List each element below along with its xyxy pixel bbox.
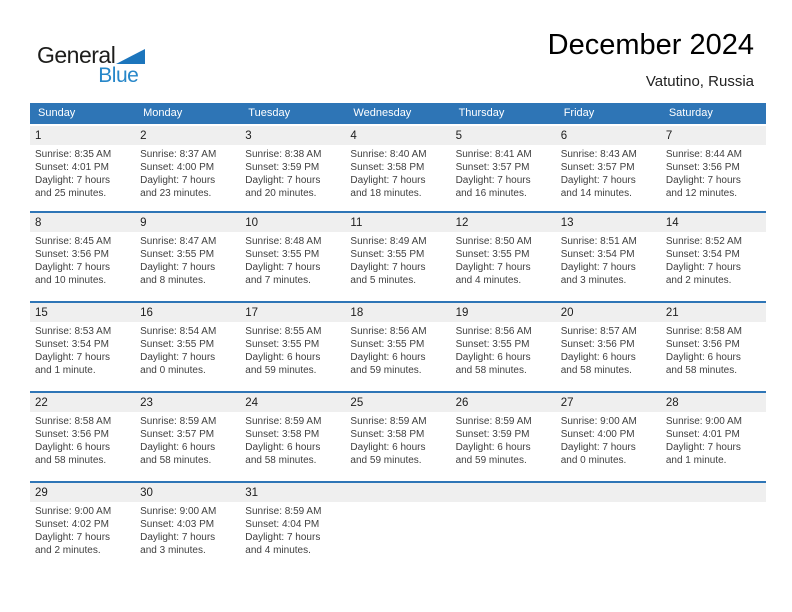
day-cell [240, 303, 345, 391]
day-number: 1 [35, 130, 42, 142]
day-number: 3 [245, 130, 252, 142]
weekday-header-tuesday: Tuesday [248, 107, 291, 119]
sunrise-line: Sunrise: 8:59 AM [455, 416, 532, 427]
day-number: 13 [560, 217, 574, 229]
day-number: 6 [560, 130, 568, 142]
sun-times [661, 325, 766, 377]
weekday-header-friday: Friday [563, 107, 595, 119]
daylight-line-2: and 8 minutes. [140, 275, 206, 286]
daylight-line-2: and 14 minutes. [560, 188, 632, 199]
sunrise-line: Sunrise: 8:51 AM [560, 236, 637, 247]
daylight-line-1: Daylight: 7 hours [455, 175, 531, 186]
day-number-band [345, 393, 450, 412]
daylight-line-1: Daylight: 7 hours [35, 352, 111, 363]
weekday-header-saturday: Saturday [668, 107, 713, 119]
day-cell [135, 393, 240, 481]
day-cell [240, 126, 345, 211]
sunset-line: Sunset: 3:54 PM [665, 249, 740, 260]
day-number-band [345, 483, 450, 502]
sun-times [30, 415, 135, 467]
daylight-line-2: and 0 minutes. [140, 365, 206, 376]
daylight-line-1: Daylight: 6 hours [350, 442, 426, 453]
sun-times [240, 415, 345, 467]
page-header [548, 31, 754, 90]
sunset-line: Sunset: 3:58 PM [350, 429, 425, 440]
sunset-line: Sunset: 3:55 PM [455, 339, 530, 350]
day-cell [345, 213, 450, 301]
day-number-band [135, 126, 240, 145]
sunrise-line: Sunrise: 8:41 AM [455, 149, 532, 160]
sunrise-line: Sunrise: 8:59 AM [350, 416, 427, 427]
day-number-band [135, 213, 240, 232]
sunrise-line: Sunrise: 8:56 AM [350, 326, 427, 337]
day-number: 17 [245, 307, 259, 319]
sun-times [556, 148, 661, 200]
day-number-band [661, 126, 766, 145]
day-cell [240, 213, 345, 301]
day-number-band [451, 126, 556, 145]
daylight-line-2: and 25 minutes. [35, 188, 107, 199]
day-cell [556, 393, 661, 481]
sunset-line: Sunset: 3:57 PM [560, 162, 635, 173]
page-subtitle: Vatutino, Russia [645, 73, 754, 90]
daylight-line-1: Daylight: 7 hours [560, 262, 636, 273]
daylight-line-2: and 12 minutes. [665, 188, 738, 199]
sunrise-line: Sunrise: 8:59 AM [245, 506, 322, 517]
day-cell [661, 393, 766, 481]
daylight-line-1: Daylight: 7 hours [245, 532, 321, 543]
sunrise-line: Sunrise: 9:00 AM [140, 506, 217, 517]
sunrise-line: Sunrise: 8:48 AM [245, 236, 322, 247]
sunrise-line: Sunrise: 8:49 AM [350, 236, 427, 247]
day-number-band [30, 483, 135, 502]
daylight-line-2: and 10 minutes. [35, 275, 107, 286]
sunrise-line: Sunrise: 8:38 AM [245, 149, 322, 160]
daylight-line-2: and 20 minutes. [245, 188, 317, 199]
sunset-line: Sunset: 4:01 PM [35, 162, 109, 173]
daylight-line-2: and 58 minutes. [35, 455, 107, 466]
sun-times [451, 235, 556, 287]
daylight-line-2: and 59 minutes. [350, 455, 422, 466]
daylight-line-1: Daylight: 7 hours [560, 442, 636, 453]
sunset-line: Sunset: 3:56 PM [665, 162, 740, 173]
weekday-header-sunday: Sunday [38, 107, 76, 119]
day-number-band [30, 393, 135, 412]
daylight-line-1: Daylight: 6 hours [245, 352, 321, 363]
daylight-line-1: Daylight: 7 hours [665, 442, 741, 453]
daylight-line-2: and 0 minutes. [560, 455, 627, 466]
sun-times [30, 235, 135, 287]
sunrise-line: Sunrise: 8:56 AM [455, 326, 532, 337]
sunset-line: Sunset: 3:56 PM [560, 339, 635, 350]
day-cell [345, 303, 450, 391]
day-number-band [556, 126, 661, 145]
sunrise-line: Sunrise: 9:00 AM [35, 506, 112, 517]
daylight-line-1: Daylight: 6 hours [455, 352, 531, 363]
day-number-band [345, 126, 450, 145]
day-number-band [240, 393, 345, 412]
sun-times [345, 415, 450, 467]
day-number: 9 [140, 217, 147, 229]
daylight-line-1: Daylight: 7 hours [560, 175, 636, 186]
daylight-line-1: Daylight: 7 hours [245, 262, 321, 273]
day-number: 28 [665, 397, 679, 409]
sun-times [240, 235, 345, 287]
day-number: 14 [665, 217, 679, 229]
daylight-line-1: Daylight: 7 hours [140, 175, 216, 186]
sunset-line: Sunset: 4:00 PM [140, 162, 215, 173]
day-number: 4 [350, 130, 357, 142]
sun-times [556, 325, 661, 377]
daylight-line-1: Daylight: 6 hours [665, 352, 741, 363]
day-number: 21 [665, 307, 679, 319]
week-row [30, 481, 766, 571]
day-number: 15 [35, 307, 48, 319]
sunrise-line: Sunrise: 8:45 AM [35, 236, 112, 247]
sunset-line: Sunset: 4:01 PM [665, 429, 740, 440]
page-title: December 2024 [547, 29, 754, 61]
day-cell [661, 213, 766, 301]
day-cell [661, 303, 766, 391]
daylight-line-1: Daylight: 7 hours [455, 262, 531, 273]
week-row [30, 391, 766, 481]
sunset-line: Sunset: 3:58 PM [245, 429, 320, 440]
day-number-band [345, 213, 450, 232]
sunrise-line: Sunrise: 8:59 AM [140, 416, 217, 427]
day-cell [451, 303, 556, 391]
day-number-band [451, 213, 556, 232]
daylight-line-1: Daylight: 6 hours [350, 352, 426, 363]
sunset-line: Sunset: 3:57 PM [140, 429, 215, 440]
daylight-line-2: and 4 minutes. [455, 275, 522, 286]
sunrise-line: Sunrise: 8:47 AM [140, 236, 217, 247]
day-number-band [30, 303, 135, 322]
daylight-line-2: and 23 minutes. [140, 188, 212, 199]
day-number: 11 [350, 217, 363, 229]
sunset-line: Sunset: 3:55 PM [350, 249, 425, 260]
day-number-band [135, 393, 240, 412]
daylight-line-2: and 3 minutes. [140, 545, 206, 556]
daylight-line-2: and 58 minutes. [665, 365, 738, 376]
sun-times [451, 415, 556, 467]
week-row [30, 211, 766, 301]
sun-times [661, 415, 766, 467]
day-number: 30 [140, 487, 153, 499]
daylight-line-1: Daylight: 7 hours [35, 532, 111, 543]
day-cell [135, 483, 240, 571]
logo-word-blue: Blue [98, 64, 139, 87]
weekday-header-wednesday: Wednesday [353, 107, 412, 119]
sunrise-line: Sunrise: 8:57 AM [560, 326, 637, 337]
sun-times [240, 148, 345, 200]
day-cell [240, 393, 345, 481]
empty-day-cell [661, 483, 766, 571]
day-number: 31 [245, 487, 259, 499]
daylight-line-1: Daylight: 6 hours [140, 442, 216, 453]
daylight-line-1: Daylight: 6 hours [245, 442, 321, 453]
day-number: 12 [455, 217, 469, 229]
day-number-band [556, 393, 661, 412]
sun-times [451, 325, 556, 377]
day-number-band [556, 303, 661, 322]
day-number-band [556, 213, 661, 232]
sunset-line: Sunset: 3:55 PM [245, 339, 320, 350]
sun-times [661, 148, 766, 200]
sunset-line: Sunset: 3:56 PM [35, 249, 109, 260]
day-number: 2 [140, 130, 147, 142]
day-number-band [240, 126, 345, 145]
sun-times [345, 325, 450, 377]
sunset-line: Sunset: 3:56 PM [665, 339, 740, 350]
sun-times [345, 148, 450, 200]
sunrise-line: Sunrise: 8:55 AM [245, 326, 322, 337]
sun-times [135, 235, 240, 287]
sun-times [135, 415, 240, 467]
sunset-line: Sunset: 4:04 PM [245, 519, 320, 530]
sun-times [240, 505, 345, 557]
sunrise-line: Sunrise: 8:54 AM [140, 326, 217, 337]
sunset-line: Sunset: 4:02 PM [35, 519, 109, 530]
daylight-line-2: and 16 minutes. [455, 188, 527, 199]
sunrise-line: Sunrise: 8:58 AM [35, 416, 112, 427]
daylight-line-2: and 18 minutes. [350, 188, 422, 199]
daylight-line-2: and 4 minutes. [245, 545, 311, 556]
sun-times [135, 325, 240, 377]
daylight-line-2: and 5 minutes. [350, 275, 417, 286]
day-number-band [240, 483, 345, 502]
day-cell [661, 126, 766, 211]
day-number-band [451, 303, 556, 322]
sun-times [30, 148, 135, 200]
sun-times [135, 505, 240, 557]
sunset-line: Sunset: 3:55 PM [455, 249, 530, 260]
week-row [30, 301, 766, 391]
day-cell [135, 303, 240, 391]
daylight-line-1: Daylight: 7 hours [140, 352, 216, 363]
day-cell [30, 126, 135, 211]
calendar-table [30, 103, 766, 571]
day-cell [345, 126, 450, 211]
sunrise-line: Sunrise: 8:52 AM [665, 236, 742, 247]
day-cell [556, 303, 661, 391]
daylight-line-2: and 2 minutes. [665, 275, 732, 286]
day-number: 25 [350, 397, 364, 409]
day-cell [135, 213, 240, 301]
day-number: 26 [455, 397, 469, 409]
day-number-band [345, 303, 450, 322]
sunrise-line: Sunrise: 8:35 AM [35, 149, 112, 160]
day-cell [345, 393, 450, 481]
day-number: 29 [35, 487, 48, 499]
sunrise-line: Sunrise: 8:37 AM [140, 149, 217, 160]
day-number-band [240, 303, 345, 322]
day-number-band [451, 483, 556, 502]
daylight-line-2: and 59 minutes. [455, 455, 527, 466]
sunset-line: Sunset: 3:59 PM [245, 162, 320, 173]
sunset-line: Sunset: 3:57 PM [455, 162, 530, 173]
day-number-band [240, 213, 345, 232]
day-number-band [661, 213, 766, 232]
day-number: 7 [665, 130, 673, 142]
daylight-line-1: Daylight: 7 hours [35, 262, 111, 273]
sun-times [661, 235, 766, 287]
sunset-line: Sunset: 3:58 PM [350, 162, 425, 173]
sunrise-line: Sunrise: 8:43 AM [560, 149, 637, 160]
daylight-line-1: Daylight: 6 hours [35, 442, 111, 453]
daylight-line-1: Daylight: 7 hours [350, 175, 426, 186]
daylight-line-1: Daylight: 7 hours [140, 262, 216, 273]
day-number-band [135, 303, 240, 322]
day-number-band [556, 483, 661, 502]
day-cell [30, 483, 135, 571]
day-cell [30, 303, 135, 391]
day-number: 23 [140, 397, 153, 409]
day-cell [135, 126, 240, 211]
day-number: 20 [560, 307, 574, 319]
daylight-line-2: and 58 minutes. [560, 365, 632, 376]
day-number: 5 [455, 130, 462, 142]
day-cell [556, 126, 661, 211]
daylight-line-1: Daylight: 7 hours [665, 175, 741, 186]
weekday-header-row [30, 103, 766, 124]
sun-times [135, 148, 240, 200]
day-number-band [30, 213, 135, 232]
daylight-line-1: Daylight: 7 hours [35, 175, 111, 186]
sunset-line: Sunset: 3:56 PM [35, 429, 109, 440]
day-number-band [135, 483, 240, 502]
sunset-line: Sunset: 3:55 PM [140, 249, 215, 260]
daylight-line-2: and 58 minutes. [245, 455, 317, 466]
sunrise-line: Sunrise: 9:00 AM [560, 416, 637, 427]
daylight-line-1: Daylight: 6 hours [455, 442, 531, 453]
sunrise-line: Sunrise: 9:00 AM [665, 416, 742, 427]
day-cell [451, 213, 556, 301]
daylight-line-2: and 59 minutes. [350, 365, 422, 376]
day-number: 24 [245, 397, 259, 409]
empty-day-cell [451, 483, 556, 571]
sunset-line: Sunset: 3:55 PM [140, 339, 215, 350]
logo-triangle-icon [116, 49, 145, 64]
sun-times [30, 505, 135, 557]
week-row [30, 126, 766, 211]
day-number: 10 [245, 217, 259, 229]
daylight-line-2: and 2 minutes. [35, 545, 101, 556]
day-number: 16 [140, 307, 153, 319]
day-number-band [661, 393, 766, 412]
daylight-line-2: and 58 minutes. [455, 365, 527, 376]
weekday-header-thursday: Thursday [458, 107, 505, 119]
sun-times [240, 325, 345, 377]
day-number: 27 [560, 397, 574, 409]
daylight-line-1: Daylight: 7 hours [140, 532, 216, 543]
day-cell [451, 126, 556, 211]
sunset-line: Sunset: 3:59 PM [455, 429, 530, 440]
day-cell [556, 213, 661, 301]
sun-times [30, 325, 135, 377]
daylight-line-2: and 58 minutes. [140, 455, 212, 466]
sunset-line: Sunset: 3:55 PM [245, 249, 320, 260]
empty-day-cell [556, 483, 661, 571]
sunrise-line: Sunrise: 8:44 AM [665, 149, 742, 160]
sunset-line: Sunset: 3:54 PM [35, 339, 109, 350]
day-number: 18 [350, 307, 364, 319]
daylight-line-2: and 1 minute. [665, 455, 727, 466]
sunset-line: Sunset: 4:00 PM [560, 429, 635, 440]
day-cell [30, 213, 135, 301]
logo-word-general: General [37, 42, 116, 68]
day-cell [30, 393, 135, 481]
daylight-line-2: and 59 minutes. [245, 365, 317, 376]
empty-day-cell [345, 483, 450, 571]
sunrise-line: Sunrise: 8:59 AM [245, 416, 322, 427]
daylight-line-1: Daylight: 7 hours [350, 262, 426, 273]
daylight-line-2: and 3 minutes. [560, 275, 627, 286]
daylight-line-2: and 7 minutes. [245, 275, 311, 286]
day-number: 19 [455, 307, 469, 319]
daylight-line-1: Daylight: 7 hours [245, 175, 321, 186]
day-cell [451, 393, 556, 481]
day-number-band [30, 126, 135, 145]
sun-times [345, 235, 450, 287]
sun-times [556, 415, 661, 467]
sun-times [556, 235, 661, 287]
sunset-line: Sunset: 4:03 PM [140, 519, 215, 530]
day-number-band [661, 483, 766, 502]
sunrise-line: Sunrise: 8:53 AM [35, 326, 112, 337]
daylight-line-2: and 1 minute. [35, 365, 96, 376]
day-number-band [451, 393, 556, 412]
daylight-line-1: Daylight: 6 hours [560, 352, 636, 363]
sunset-line: Sunset: 3:55 PM [350, 339, 425, 350]
sunrise-line: Sunrise: 8:40 AM [350, 149, 427, 160]
sunrise-line: Sunrise: 8:58 AM [665, 326, 742, 337]
day-number: 22 [35, 397, 48, 409]
sunrise-line: Sunrise: 8:50 AM [455, 236, 532, 247]
daylight-line-1: Daylight: 7 hours [665, 262, 741, 273]
day-cell [240, 483, 345, 571]
sunset-line: Sunset: 3:54 PM [560, 249, 635, 260]
sun-times [451, 148, 556, 200]
day-number-band [661, 303, 766, 322]
general-blue-logo [37, 44, 145, 86]
weekday-header-monday: Monday [143, 107, 183, 119]
day-number: 8 [35, 217, 42, 229]
